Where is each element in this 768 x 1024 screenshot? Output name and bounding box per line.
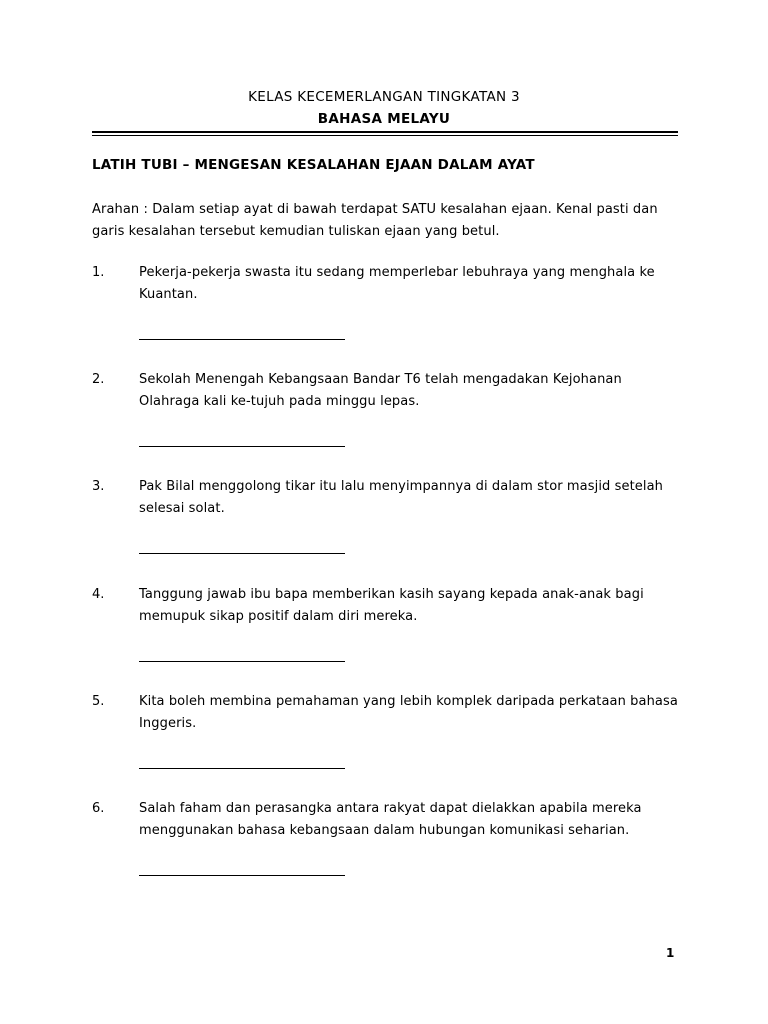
question-number: 6. xyxy=(92,801,105,816)
question-number: 4. xyxy=(92,587,105,602)
answer-line[interactable] xyxy=(139,768,345,769)
header-title: KELAS KECEMERLANGAN TINGKATAN 3 xyxy=(248,89,520,105)
section-title: LATIH TUBI – MENGESAN KESALAHAN EJAAN DALAM AYAT xyxy=(92,157,535,173)
question-text: Sekolah Menengah Kebangsaan Bandar T6 telah mengadakan Kejohanan Olahraga kali ke-tujuh pada minggu lepas. xyxy=(139,372,622,409)
question-text: Tanggung jawab ibu bapa memberikan kasih sayang kepada anak-anak bagi memupuk sikap positif dalam diri mereka. xyxy=(139,587,644,624)
answer-line[interactable] xyxy=(139,446,345,447)
header-subject: BAHASA MELAYU xyxy=(317,111,451,127)
answer-line[interactable] xyxy=(139,339,345,340)
header-divider-thick xyxy=(92,131,678,133)
instruction-text: Arahan : Dalam setiap ayat di bawah terdapat SATU kesalahan ejaan. Kenal pasti dan garis kesalahan tersebut kemudian tuliskan ejaan yang betul. xyxy=(92,202,658,239)
question-number: 2. xyxy=(92,372,105,387)
question-number: 5. xyxy=(92,694,105,709)
question-text: Salah faham dan perasangka antara rakyat dapat dielakkan apabila mereka menggunakan bahasa kebangsaan dalam hubungan komunikasi seharian. xyxy=(139,801,642,838)
question-text: Pekerja-pekerja swasta itu sedang memperlebar lebuhraya yang menghala ke Kuantan. xyxy=(139,265,655,302)
question-number: 3. xyxy=(92,479,105,494)
page-number: 1 xyxy=(666,946,675,960)
question-number: 1. xyxy=(92,265,105,280)
answer-line[interactable] xyxy=(139,553,345,554)
question-text: Pak Bilal menggolong tikar itu lalu menyimpannya di dalam stor masjid setelah selesai solat. xyxy=(139,479,664,516)
answer-line[interactable] xyxy=(139,661,345,662)
question-text: Kita boleh membina pemahaman yang lebih komplek daripada perkataan bahasa Inggeris. xyxy=(139,694,678,731)
answer-line[interactable] xyxy=(139,875,345,876)
header-divider-thin xyxy=(92,135,678,136)
